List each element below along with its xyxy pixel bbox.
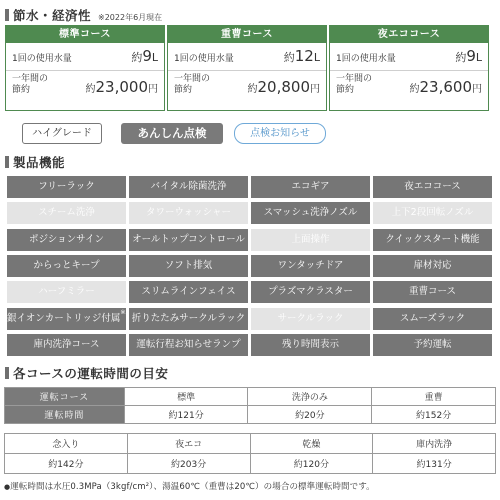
feature-item (251, 176, 370, 198)
footnote-text: 運転時間は水圧0.3MPa（3kgf/cm²）、湯温60℃（重曹は20℃）の場合の標準運転時間です。 (10, 482, 375, 492)
feature-item (251, 255, 370, 277)
feature-label: 予約運転 (413, 338, 452, 350)
water-usage-row (330, 43, 488, 71)
feature-label: ポジションサイン (29, 233, 104, 245)
feature-label: からっとキープ (33, 259, 100, 271)
water-usage-label: 1回の使用水量 (12, 54, 72, 64)
course-cell: 夜エコ (127, 434, 250, 454)
annual-saving-row (6, 71, 164, 96)
feature-label: サークルラック (277, 312, 344, 324)
course-cell: 標準 (124, 388, 248, 406)
water-usage-label: 1回の使用水量 (336, 54, 396, 64)
feature-label: ソフト排気 (164, 259, 213, 271)
time-cell: 約152分 (372, 406, 496, 424)
feature-footnote-mark: ※3 (120, 308, 130, 316)
course-cell: 庫内洗浄 (373, 434, 496, 454)
course-card-standard (5, 25, 165, 111)
feature-item (251, 308, 370, 330)
annual-saving-row (168, 71, 326, 96)
feature-label: プラズマクラスター (268, 286, 353, 298)
feature-label: 上下2段回転ノズル (391, 207, 474, 219)
features-heading (5, 153, 65, 171)
runtime-title: 各コースの運転時間の目安 (13, 366, 169, 381)
time-header-cell: 運転時間 (5, 406, 125, 424)
feature-label: 残り時間表示 (281, 338, 339, 350)
course-cell: 乾燥 (250, 434, 373, 454)
course-cell: 重曹 (372, 388, 496, 406)
water-usage-value: 約9L (455, 47, 482, 65)
course-card-baking-soda (167, 25, 327, 111)
inspection-notice-link[interactable]: 点検お知らせ (234, 123, 326, 144)
course-card-title: 夜エココース (330, 26, 488, 43)
feature-item (7, 281, 126, 303)
high-grade-tag: ハイグレード (22, 123, 102, 144)
section-marker (5, 9, 9, 21)
time-cell: 約131分 (373, 454, 496, 474)
feature-label: バイタル除菌洗浄 (150, 181, 227, 192)
time-cell: 約121分 (124, 406, 248, 424)
feature-label: ハーフミラー (38, 286, 95, 298)
feature-item (129, 229, 248, 251)
feature-label: スムーズラック (399, 312, 466, 324)
water-usage-label: 1回の使用水量 (174, 54, 234, 64)
feature-label: スマッシュ洗浄ノズル (263, 207, 358, 219)
feature-label: スチーム洗浄 (38, 207, 95, 219)
water-usage-row (6, 43, 164, 71)
feature-label: フリーラック (38, 181, 95, 192)
feature-item (373, 308, 492, 330)
feature-item (7, 202, 126, 224)
footnote (4, 480, 375, 492)
feature-label: 夜エココース (404, 181, 461, 192)
feature-label: 銀イオンカートリッジ付属 (7, 312, 121, 324)
bullet-icon: ● (4, 483, 11, 491)
feature-item (129, 176, 248, 198)
feature-item (7, 308, 130, 330)
course-card-title: 重曹コース (168, 26, 326, 43)
feature-label: オールトップコントロール (132, 233, 245, 245)
feature-item (7, 229, 126, 251)
feature-item (373, 255, 492, 277)
feature-item (129, 202, 248, 224)
feature-item (251, 202, 370, 224)
feature-label: スリムラインフェイス (141, 286, 236, 298)
annual-saving-value: 約23,000円 (85, 78, 158, 96)
feature-item (373, 176, 492, 198)
feature-label: 運転行程お知らせランプ (136, 338, 241, 350)
feature-label: タワーウォッシャー (146, 207, 231, 219)
table-row (5, 434, 496, 454)
annual-saving-label: 一年間の 節約 (174, 74, 211, 95)
feature-label: 上面操作 (291, 233, 330, 245)
annual-saving-label: 一年間の 節約 (12, 74, 49, 95)
feature-item (251, 281, 370, 303)
course-card-night-eco (329, 25, 489, 111)
feature-label: 重曹コース (408, 286, 457, 298)
safety-check-badge: あんしん点検 (121, 123, 223, 144)
feature-item (7, 176, 126, 198)
runtime-table-top (4, 387, 496, 424)
annual-saving-value: 約20,800円 (247, 78, 320, 96)
water-usage-value: 約12L (283, 47, 320, 65)
annual-saving-row (330, 71, 488, 96)
feature-label: ワンタッチドア (277, 259, 344, 271)
runtime-heading (5, 364, 168, 382)
annual-saving-value: 約23,600円 (409, 78, 482, 96)
section-marker (5, 156, 9, 168)
feature-label: クイックスタート機能 (385, 233, 480, 245)
feature-item (373, 229, 492, 251)
table-row (5, 454, 496, 474)
feature-label: 扉材対応 (413, 259, 452, 271)
section-marker (5, 367, 9, 379)
feature-item (129, 255, 248, 277)
features-title: 製品機能 (13, 155, 66, 170)
feature-item (373, 334, 492, 356)
feature-item (251, 334, 370, 356)
annual-saving-label: 一年間の 節約 (336, 74, 373, 95)
feature-item (7, 255, 126, 277)
time-cell: 約142分 (5, 454, 128, 474)
runtime-table-bottom (4, 433, 496, 474)
feature-item (129, 281, 248, 303)
savings-heading (5, 6, 162, 24)
course-card-title: 標準コース (6, 26, 164, 43)
time-cell: 約203分 (127, 454, 250, 474)
time-cell: 約20分 (248, 406, 372, 424)
feature-item (129, 334, 248, 356)
feature-item (373, 202, 492, 224)
course-cell: 念入り (5, 434, 128, 454)
water-usage-row (168, 43, 326, 71)
water-usage-value: 約9L (131, 47, 158, 65)
feature-item (251, 229, 370, 251)
table-row (5, 406, 496, 424)
feature-label: 折りたたみサークルラック (131, 312, 246, 324)
table-row (5, 388, 496, 406)
course-cell: 洗浄のみ (248, 388, 372, 406)
feature-item (129, 308, 248, 330)
course-header-cell: 運転コース (5, 388, 125, 406)
feature-item (7, 334, 126, 356)
savings-title: 節水・経済性 (13, 8, 92, 23)
feature-label: 庫内洗浄コース (33, 338, 100, 350)
savings-date-note: ※2022年6月現在 (98, 13, 163, 22)
feature-item (373, 281, 492, 303)
feature-label: エコギア (291, 181, 330, 192)
time-cell: 約120分 (250, 454, 373, 474)
